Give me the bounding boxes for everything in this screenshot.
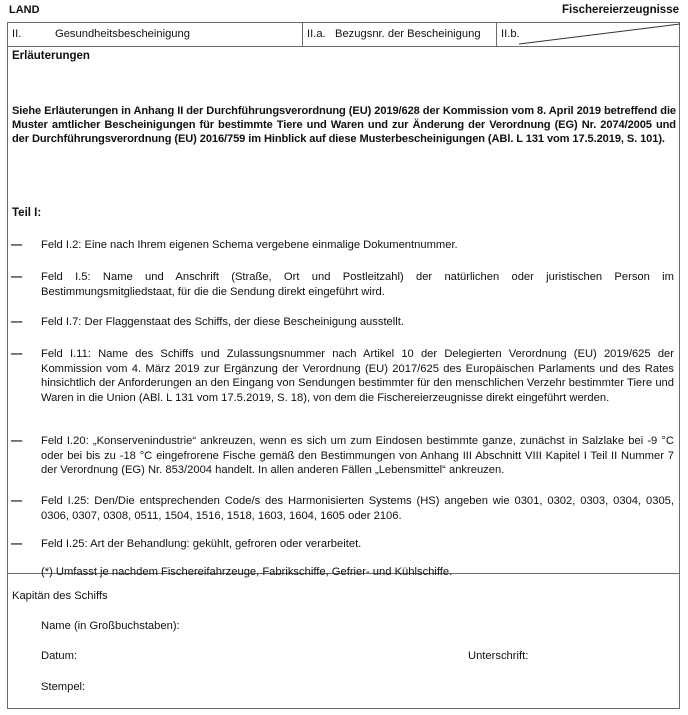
signature-label: Unterschrift: bbox=[468, 650, 529, 662]
stamp-label: Stempel: bbox=[41, 681, 86, 693]
list-item-text: Feld I.11: Name des Schiffs und Zulassungsnummer nach Artikel 10 der Delegierten Verordnung (EU) 2019/625 der Kommission vom 4. März 2019 zur Ergänzung der Verordnung (EU) 2017/625 des Europäischen Parlaments und des Rates hinsichtlich der Anforderungen an den Eingang von Sendungen bestimmter für den menschlichen Verzehr bestimmter Tiere und Waren in die Union (ABl. L 131 vom 17.5.2019, S. 18), von dem die Fischereierzeugnisse direkt eingeführt werden. bbox=[41, 348, 674, 404]
dash-bullet-icon: — bbox=[11, 316, 23, 328]
section-label: Gesundheitsbescheinigung bbox=[55, 28, 190, 40]
signature-section bbox=[8, 574, 679, 709]
list-item-text: Feld I.5: Name und Anschrift (Straße, Ort und Postleitzahl) der natürlichen oder juristischen Person im Bestimmungsmitgliedstaat, für die die Sendung direkt eingeführt wird. bbox=[41, 271, 674, 298]
notes-intro: Siehe Erläuterungen in Anhang II der Durchführungsverordnung (EU) 2019/628 der Kommission vom 8. April 2019 betreffend die Muster amtlicher Bescheinigungen für bestimmte Tiere und Waren und zur Änderung der Verordnung (EG) Nr. 2074/2005 und der Durchführungsverordnung (EU) 2016/759 im Hinblick auf diese Musterbescheinigungen (ABl. L 131 vom 17.5.2019, S. 101). bbox=[12, 105, 676, 145]
dash-bullet-icon: — bbox=[11, 538, 23, 550]
list-item-text: Feld I.25: Art der Behandlung: gekühlt, gefroren oder verarbeitet. bbox=[41, 538, 362, 550]
dash-bullet-icon: — bbox=[11, 348, 23, 360]
dash-bullet-icon: — bbox=[11, 435, 23, 447]
part-heading: Teil I: bbox=[12, 207, 42, 219]
diagonal-line-icon bbox=[497, 23, 680, 46]
list-item-text: Feld I.25: Den/Die entsprechenden Code/s des Harmonisierten Systems (HS) angeben wie 0301, 0302, 0303, 0304, 0305, 0306, 0307, 0308, 0511, 1504, 1516, 1518, 1603, 1604, 1605 oder 2106. bbox=[41, 495, 674, 522]
list-item-text: Feld I.20: „Konservenindustrie“ ankreuzen, wenn es sich um zum Eindosen bestimmte ganze, zunächst in Salzlake bei -9 °C oder bei bis zu -18 °C eingefrorene Fische gemäß den Bestimmungen von Anhang III Abschnitt VIII Kapitel I Teil II Nummer 7 der Verordnung (EG) Nr. 853/2004 handelt. In allen anderen Fällen „Lebensmittel“ ankreuzen. bbox=[41, 435, 674, 476]
section-label: Bezugsnr. der Bescheinigung bbox=[335, 28, 481, 40]
certificate-header-row bbox=[8, 23, 679, 47]
notes-heading: Erläuterungen bbox=[12, 50, 90, 62]
dash-bullet-icon: — bbox=[11, 271, 23, 283]
section-number: II. bbox=[12, 28, 22, 40]
footnote: (*) Umfasst je nachdem Fischereifahrzeuge, Fabrikschiffe, Gefrier- und Kühlschiffe. bbox=[41, 566, 453, 578]
section-number: II.b. bbox=[501, 28, 520, 40]
date-label: Datum: bbox=[41, 650, 78, 662]
certificate-reference-cell bbox=[303, 23, 497, 46]
health-certificate-cell bbox=[8, 23, 303, 46]
signature-title: Kapitän des Schiffs bbox=[12, 590, 108, 602]
list-item-text: Feld I.7: Der Flaggenstaat des Schiffs, der diese Bescheinigung ausstellt. bbox=[41, 316, 404, 328]
list-item-text: Feld I.2: Eine nach Ihrem eigenen Schema vergebene einmalige Dokumentnummer. bbox=[41, 239, 458, 251]
dash-bullet-icon: — bbox=[11, 239, 23, 251]
section-number: II.a. bbox=[307, 28, 326, 40]
country-label: LAND bbox=[9, 4, 40, 16]
certificate-iib-cell bbox=[497, 23, 680, 46]
product-label: Fischereierzeugnisse bbox=[562, 4, 679, 16]
certificate-frame bbox=[7, 22, 680, 709]
name-label: Name (in Großbuchstaben): bbox=[41, 620, 180, 632]
dash-bullet-icon: — bbox=[11, 495, 23, 507]
notes-section bbox=[8, 47, 679, 578]
